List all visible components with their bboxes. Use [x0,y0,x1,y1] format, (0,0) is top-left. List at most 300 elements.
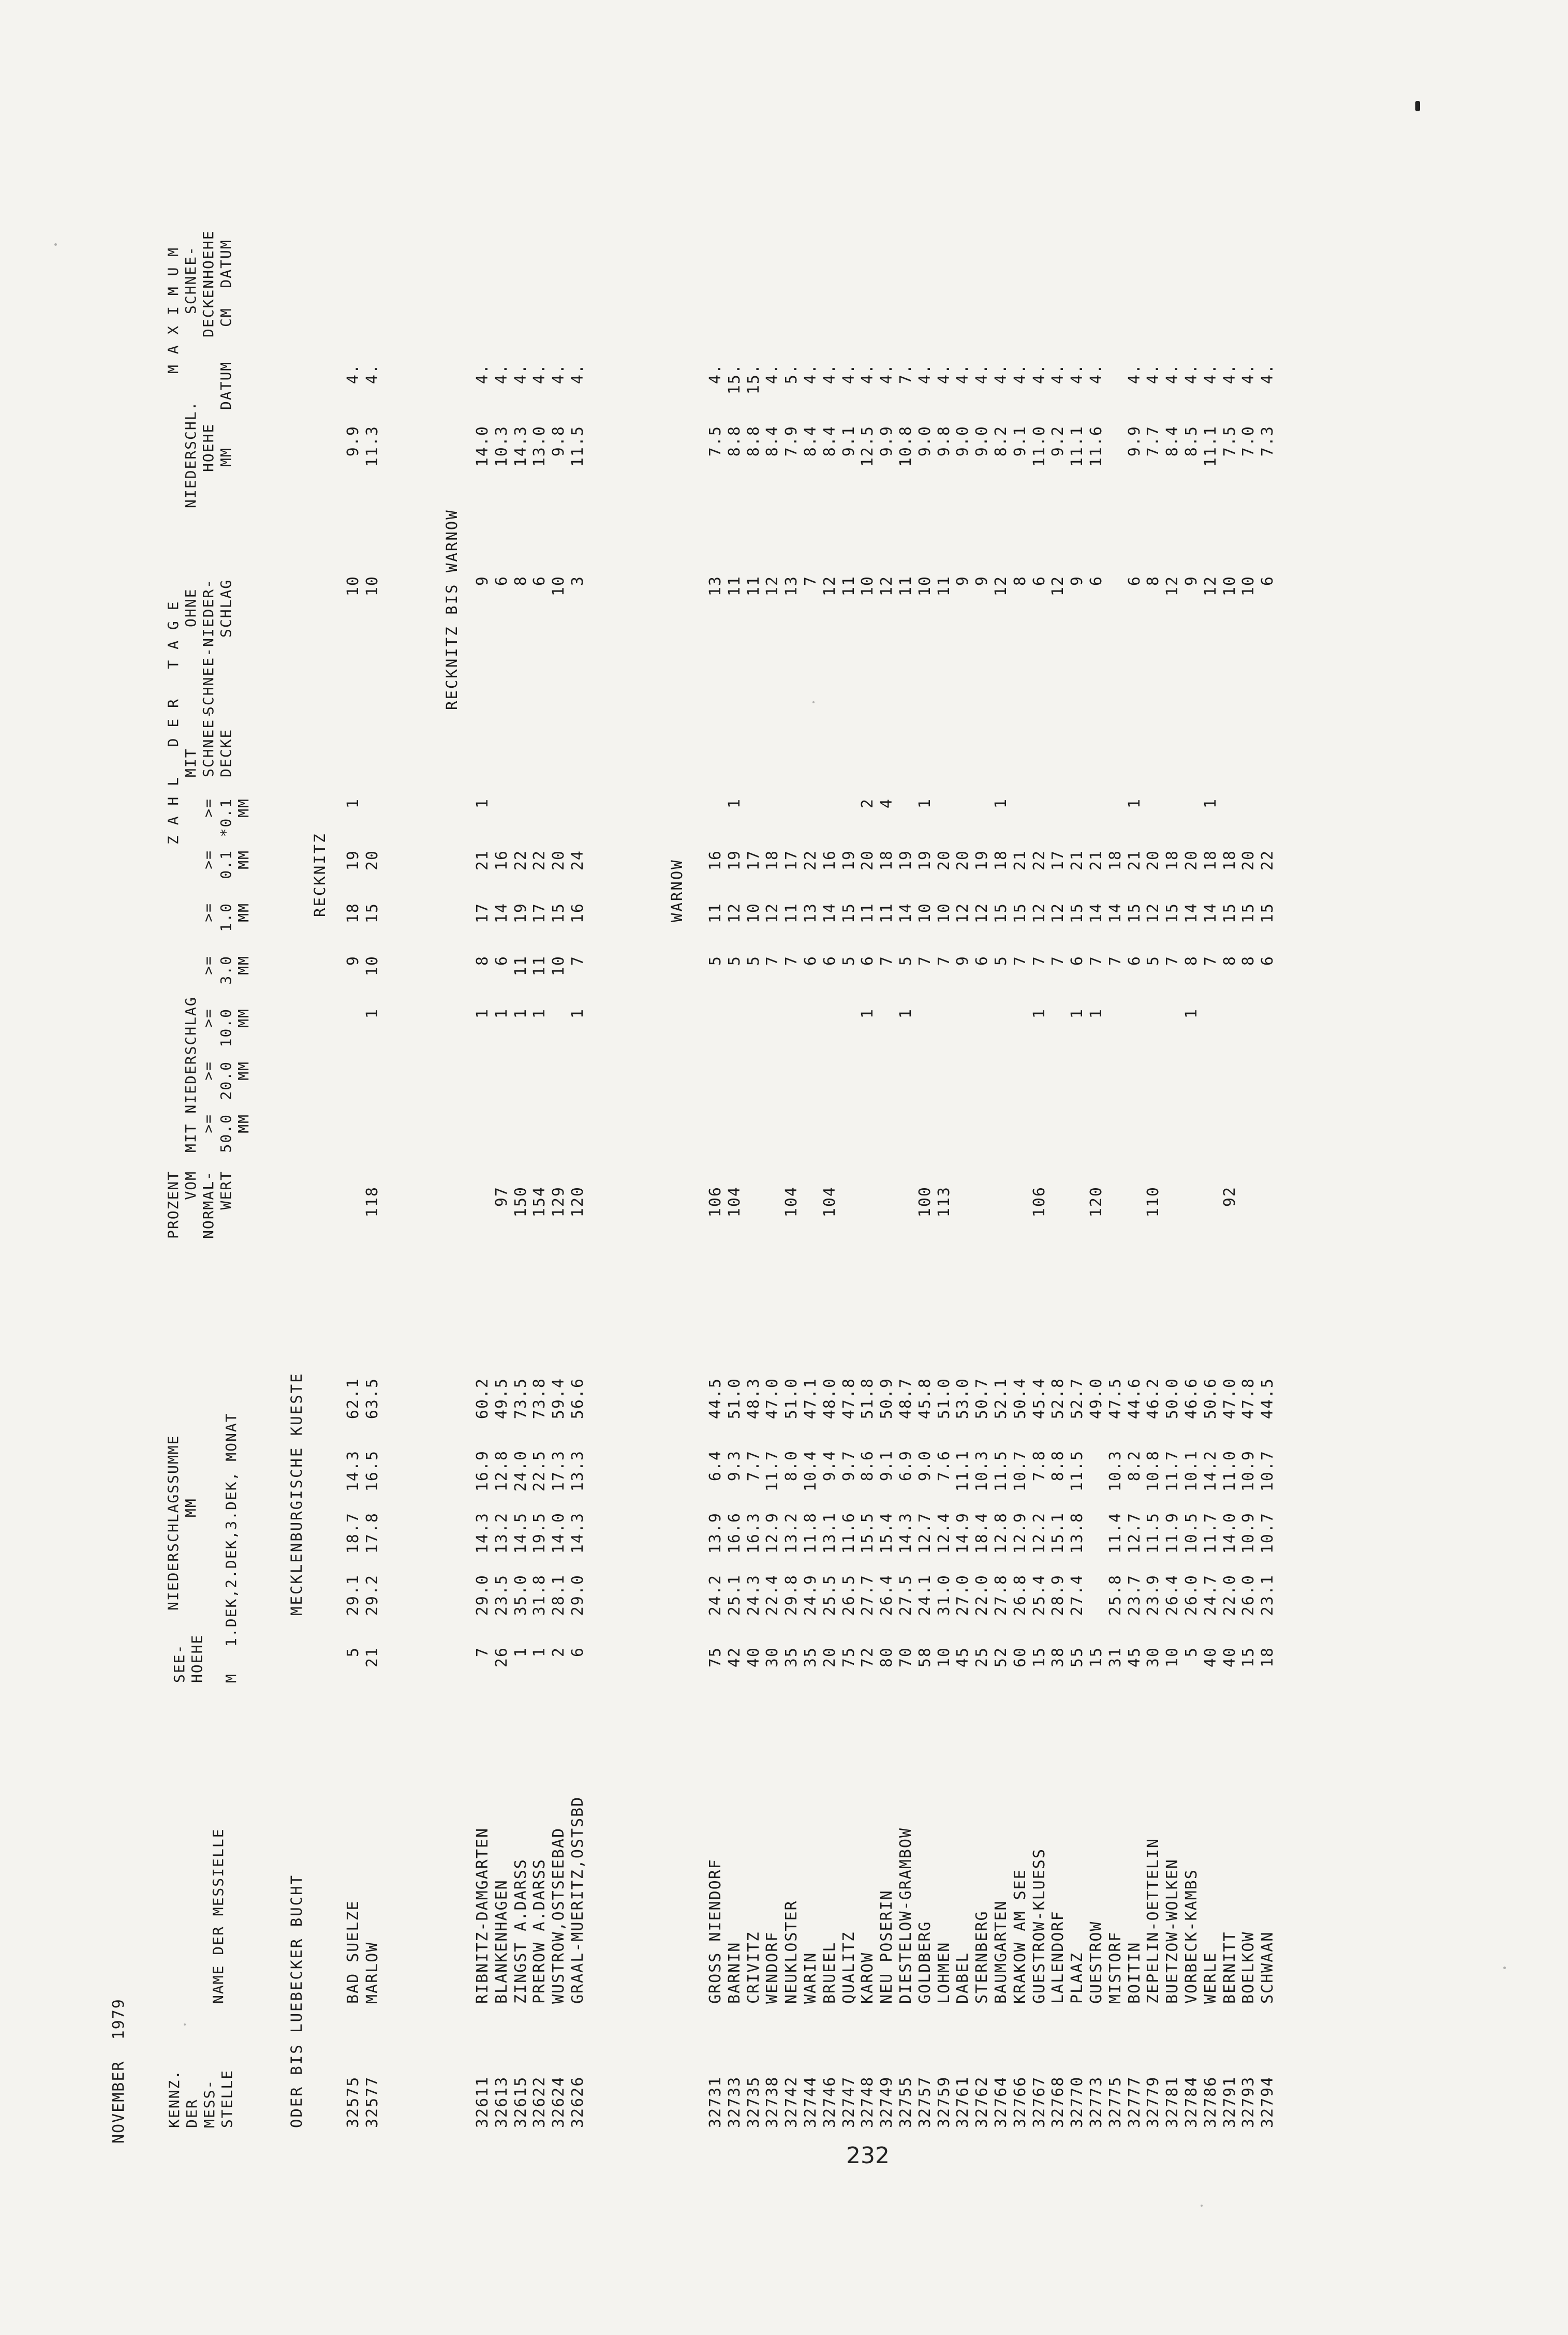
cell-n01: 18 [878,850,896,871]
header-max-nieder-3: MM [217,447,234,467]
cell-n1: 15 [1259,903,1277,924]
cell-ohne: 8 [1144,575,1163,586]
table-row [1068,0,1087,2335]
cell-n1: 14 [492,903,511,924]
cell-pct: 104 [725,1186,744,1218]
cell-d2: 11.4 [1106,1512,1125,1554]
header-seehoehe-2: HOEHE [188,1634,205,1683]
cell-ohne: 9 [1182,575,1201,586]
cell-md: 5. [782,363,801,385]
cell-h: 31 [1106,1647,1125,1668]
cell-id: 32761 [954,2076,972,2128]
cell-n01: 16 [820,850,839,871]
cell-name: BLANKENHAGEN [492,1879,511,2004]
cell-mon: 45.4 [1030,1378,1048,1420]
cell-mx: 14.3 [511,425,530,467]
cell-md: 4. [973,363,992,385]
threshold-rel: >= [200,850,217,869]
table-row [1011,0,1030,2335]
cell-n1: 18 [344,903,362,924]
cell-n10: 1 [530,1008,549,1019]
cell-h: 6 [569,1647,587,1658]
cell-n01: 19 [897,850,915,871]
cell-n1: 11 [782,903,801,924]
cell-d2: 10.5 [1182,1512,1201,1554]
cell-d3: 11.5 [1068,1450,1087,1492]
cell-n3: 8 [1182,955,1201,966]
cell-d3: 10.3 [973,1450,992,1492]
cell-n01: 18 [1220,850,1239,871]
cell-mx: 13.0 [530,425,549,467]
cell-ohne: 11 [725,575,744,597]
cell-mx: 11.1 [1068,425,1087,467]
cell-ohne: 8 [1011,575,1029,586]
cell-id: 32794 [1259,2076,1277,2128]
cell-d2: 13.2 [782,1512,801,1554]
cell-d2: 11.5 [1144,1512,1163,1554]
table-row [512,0,530,2335]
cell-name: WARIN [802,1952,820,2004]
cell-pct: 120 [1087,1186,1105,1218]
cell-pct: 92 [1220,1186,1239,1207]
cell-d2: 16.6 [725,1512,744,1554]
cell-mx: 7.5 [1220,425,1239,457]
cell-n1: 12 [1049,903,1068,924]
cell-pct: 113 [935,1186,953,1218]
cell-md: 4. [1049,363,1068,385]
cell-d1: 26.0 [1182,1574,1201,1616]
page-number: 232 [846,2142,890,2169]
cell-name: MISTORF [1106,1931,1125,2004]
cell-d1: 35.0 [511,1574,530,1616]
cell-d3: 17.3 [550,1450,568,1492]
header-niederschlag-unit: MM [182,1498,199,1517]
table-row [1259,0,1277,2335]
cell-pct: 129 [550,1186,568,1218]
table-row [1030,0,1049,2335]
cell-n1: 11 [706,903,724,924]
cell-n01: 18 [992,850,1010,871]
cell-mon: 44.6 [1125,1378,1144,1420]
cell-d3: 10.3 [1106,1450,1125,1492]
cell-n1: 11 [859,903,877,924]
cell-d2: 14.3 [569,1512,587,1554]
cell-id: 32791 [1220,2076,1239,2128]
cell-d3: 10.4 [802,1450,820,1492]
cell-d1: 28.9 [1049,1574,1068,1616]
cell-pct: 154 [530,1186,549,1218]
cell-md: 4. [492,363,511,385]
cell-h: 45 [954,1647,972,1668]
header-niederschlag-sub: 1.DEK,2.DEK,3.DEK, MONAT [223,1412,240,1647]
cell-n3: 5 [1144,955,1163,966]
cell-d3: 9.0 [915,1450,934,1482]
cell-h: 1 [530,1647,549,1658]
cell-nlt: 1 [1201,798,1220,809]
cell-d3: 9.3 [725,1450,744,1482]
cell-mx: 12.5 [859,425,877,467]
header-id-3: MESS- [201,2079,218,2128]
cell-name: WENDORF [763,1931,782,2004]
cell-nlt: 1 [1125,798,1144,809]
cell-n3: 7 [1087,955,1105,966]
cell-h: 42 [725,1647,744,1668]
cell-n3: 6 [973,955,992,966]
table-row [1202,0,1220,2335]
cell-name: KAROW [859,1952,877,2004]
cell-ohne: 9 [954,575,972,586]
cell-d3: 16.5 [363,1450,381,1492]
header-mit-2: SCHNEE- [200,708,217,777]
threshold-unit: MM [235,1061,252,1081]
cell-d2: 11.7 [1201,1512,1220,1554]
cell-mx: 8.4 [820,425,839,457]
cell-n1: 12 [973,903,992,924]
cell-d2: 12.9 [1011,1512,1029,1554]
cell-h: 70 [897,1647,915,1668]
cell-n1: 12 [954,903,972,924]
table-row [897,0,915,2335]
cell-mon: 50.0 [1163,1378,1182,1420]
cell-md: 4. [802,363,820,385]
threshold-val: *0.1 [217,798,234,837]
cell-d3: 7.7 [744,1450,763,1482]
cell-mon: 59.4 [550,1378,568,1420]
cell-id: 32773 [1087,2076,1105,2128]
cell-n01: 16 [492,850,511,871]
cell-nlt: 2 [859,798,877,809]
cell-id: 32777 [1125,2076,1144,2128]
cell-h: 7 [474,1647,492,1658]
cell-d2: 12.8 [992,1512,1010,1554]
cell-nlt: 1 [344,798,362,809]
cell-md: 15. [744,363,763,395]
cell-d2: 12.9 [763,1512,782,1554]
cell-n3: 8 [474,955,492,966]
cell-h: 1 [511,1647,530,1658]
cell-d3: 14.3 [344,1450,362,1492]
cell-d3: 9.4 [820,1450,839,1482]
cell-h: 15 [1087,1647,1105,1668]
cell-mx: 11.5 [569,425,587,467]
cell-n01: 21 [1068,850,1087,871]
cell-n10: 1 [492,1008,511,1019]
cell-n01: 20 [954,850,972,871]
cell-mx: 8.4 [1163,425,1182,457]
cell-n3: 7 [569,955,587,966]
cell-name: GRAAL-MUERITZ,OSTSBD [569,1796,587,2004]
cell-n1: 13 [802,903,820,924]
cell-n3: 11 [530,955,549,977]
cell-d1: 25.4 [1030,1574,1048,1616]
cell-md: 4. [859,363,877,385]
cell-id: 32766 [1011,2076,1029,2128]
cell-d1: 24.2 [706,1574,724,1616]
cell-n3: 6 [820,955,839,966]
cell-d2: 14.3 [897,1512,915,1554]
cell-id: 32793 [1239,2076,1258,2128]
cell-n1: 14 [1087,903,1105,924]
cell-h: 5 [344,1647,362,1658]
cell-ohne: 6 [1030,575,1048,586]
cell-ohne: 10 [859,575,877,597]
cell-name: BAUMGARTEN [992,1900,1010,2004]
threshold-unit: MM [235,1114,252,1133]
cell-md: 4. [1030,363,1048,385]
cell-d3: 10.8 [1144,1450,1163,1492]
cell-id: 32744 [802,2076,820,2128]
cell-mon: 63.5 [363,1378,381,1420]
cell-d1: 23.9 [1144,1574,1163,1616]
cell-name: BERNITT [1220,1931,1239,2004]
cell-id: 32786 [1201,2076,1220,2128]
cell-n1: 15 [1163,903,1182,924]
cell-id: 32626 [569,2076,587,2128]
cell-n01: 21 [1087,850,1105,871]
cell-n3: 7 [1106,955,1125,966]
cell-n01: 18 [1163,850,1182,871]
header-zahl-der-tage: Z A H L D E R T A G E [165,600,182,845]
cell-ohne: 6 [530,575,549,586]
cell-n01: 20 [859,850,877,871]
cell-nlt: 1 [992,798,1010,809]
cell-h: 75 [839,1647,858,1668]
cell-ohne: 10 [344,575,362,597]
cell-name: ZINGST A.DARSS [511,1858,530,2004]
table-row [859,0,877,2335]
cell-d1: 27.0 [954,1574,972,1616]
cell-n3: 10 [363,955,381,977]
table-row [821,0,839,2335]
cell-d3: 9.7 [839,1450,858,1482]
cell-n01: 16 [706,850,724,871]
cell-d2: 12.7 [915,1512,934,1554]
cell-d1: 25.5 [820,1574,839,1616]
cell-md: 4. [935,363,953,385]
cell-mx: 7.0 [1239,425,1258,457]
threshold-unit: MM [235,903,252,922]
cell-ohne: 12 [820,575,839,597]
threshold-rel: >= [200,1114,217,1133]
cell-md: 4. [363,363,381,385]
cell-d1: 26.5 [839,1574,858,1616]
cell-h: 2 [550,1647,568,1658]
cell-name: CRIVITZ [744,1931,763,2004]
cell-id: 32733 [725,2076,744,2128]
table-row [1163,0,1182,2335]
cell-name: MARLOW [363,1941,381,2004]
threshold-val: 20.0 [217,1061,234,1100]
cell-mon: 52.1 [992,1378,1010,1420]
cell-n1: 16 [569,903,587,924]
cell-ohne: 12 [878,575,896,597]
cell-h: 72 [859,1647,877,1668]
cell-ohne: 11 [839,575,858,597]
cell-name: ZEPELIN-OETTELIN [1144,1838,1163,2004]
header-id-4: STELLE [218,2069,235,2128]
cell-n1: 10 [935,903,953,924]
cell-name: PLAAZ [1068,1952,1087,2004]
cell-n1: 14 [1182,903,1201,924]
cell-md: 4. [820,363,839,385]
cell-d3: 10.1 [1182,1450,1201,1492]
cell-n3: 7 [915,955,934,966]
cell-pct: 118 [363,1186,381,1218]
cell-n01: 19 [725,850,744,871]
cell-id: 32779 [1144,2076,1163,2128]
cell-nlt: 1 [725,798,744,809]
cell-mon: 49.0 [1087,1378,1105,1420]
cell-mon: 73.5 [511,1378,530,1420]
cell-name: RIBNITZ-DAMGARTEN [474,1827,492,2004]
cell-pct: 106 [1030,1186,1048,1218]
cell-mon: 51.0 [782,1378,801,1420]
cell-d3: 7.6 [935,1450,953,1482]
cell-n01: 19 [344,850,362,871]
cell-d1: 22.0 [973,1574,992,1616]
cell-name: VORBECK-KAMBS [1182,1869,1201,2004]
header-max-schnee-2: DECKENHOEHE [200,230,217,337]
cell-d3: 13.3 [569,1450,587,1492]
cell-d2: 13.2 [492,1512,511,1554]
cell-md: 4. [992,363,1010,385]
header-ohne-1: OHNE [182,588,199,627]
cell-ohne: 10 [1220,575,1239,597]
table-row [992,0,1011,2335]
cell-mon: 51.0 [725,1378,744,1420]
table-row [973,0,992,2335]
cell-pct: 110 [1144,1186,1163,1218]
cell-d2: 11.6 [839,1512,858,1554]
cell-h: 35 [782,1647,801,1668]
cell-d1: 28.1 [550,1574,568,1616]
cell-n3: 5 [839,955,858,966]
cell-d2: 15.1 [1049,1512,1068,1554]
cell-d2: 12.4 [935,1512,953,1554]
cell-name: STERNBERG [973,1910,992,2004]
cell-h: 75 [706,1647,724,1668]
cell-md: 4. [1239,363,1258,385]
cell-id: 32762 [973,2076,992,2128]
cell-mon: 56.6 [569,1378,587,1420]
cell-id: 32747 [839,2076,858,2128]
cell-d1: 29.2 [363,1574,381,1616]
cell-d1: 27.8 [992,1574,1010,1616]
cell-mon: 44.5 [1259,1378,1277,1420]
cell-mon: 44.5 [706,1378,724,1420]
cell-n1: 12 [763,903,782,924]
cell-mx: 7.3 [1259,425,1277,457]
cell-mon: 62.1 [344,1378,362,1420]
cell-n1: 10 [915,903,934,924]
cell-n01: 17 [782,850,801,871]
cell-mon: 49.5 [492,1378,511,1420]
cell-name: SCHWAAN [1259,1931,1277,2004]
section-recknitz: RECKNITZ [311,832,329,917]
cell-n3: 5 [992,955,1010,966]
cell-n1: 17 [474,903,492,924]
header-max-schnee-1: SCHNEE- [182,245,199,314]
header-max-datum: DATUM [217,361,234,410]
header-max-nieder-2: HOEHE [200,423,217,472]
cell-mx: 14.0 [474,425,492,467]
cell-h: 40 [744,1647,763,1668]
cell-md: 7. [897,363,915,385]
cell-ohne: 13 [706,575,724,597]
table-row [802,0,820,2335]
cell-name: DABEL [954,1952,972,2004]
threshold-val: 10.0 [217,1008,234,1047]
cell-id: 32735 [744,2076,763,2128]
cell-n1: 14 [820,903,839,924]
header-mit-1: MIT [182,748,199,777]
cell-d1: 31.8 [530,1574,549,1616]
cell-n1: 10 [744,903,763,924]
cell-d2: 17.8 [363,1512,381,1554]
cell-d1: 23.7 [1125,1574,1144,1616]
cell-d1: 25.1 [725,1574,744,1616]
cell-mx: 9.9 [344,425,362,457]
cell-d1: 22.0 [1220,1574,1239,1616]
cell-d1: 24.3 [744,1574,763,1616]
section-recknitz-warnow: RECKNITZ BIS WARNOW [443,509,461,710]
section-oder: ODER BIS LUEBECKER BUCHT [288,1873,305,2128]
cell-n3: 7 [763,955,782,966]
cell-n1: 11 [878,903,896,924]
table-row [493,0,511,2335]
cell-n3: 6 [492,955,511,966]
cell-d2: 13.8 [1068,1512,1087,1554]
cell-n3: 9 [344,955,362,966]
cell-n3: 7 [878,955,896,966]
cell-mon: 60.2 [474,1378,492,1420]
cell-n10: 1 [1068,1008,1087,1019]
cell-d1: 27.4 [1068,1574,1087,1616]
cell-n01: 19 [915,850,934,871]
header-mit-3: DECKE [217,728,234,777]
cell-md: 4. [1182,363,1201,385]
cell-d3: 22.5 [530,1450,549,1492]
cell-d2: 18.7 [344,1512,362,1554]
cell-id: 32613 [492,2076,511,2128]
cell-pct: 120 [569,1186,587,1218]
cell-h: 60 [1011,1647,1029,1668]
cell-n3: 6 [802,955,820,966]
header-max-nieder-1: NIEDERSCHL. [182,401,199,508]
cell-md: 4. [878,363,896,385]
cell-n1: 15 [363,903,381,924]
cell-name: WERLE [1201,1952,1220,2004]
cell-mx: 9.0 [915,425,934,457]
cell-n3: 5 [744,955,763,966]
cell-id: 32577 [363,2076,381,2128]
cell-h: 30 [1144,1647,1163,1668]
header-prozent-3: NORMAL- [200,1171,217,1239]
threshold-rel: >= [200,1008,217,1028]
cell-n01: 20 [550,850,568,871]
cell-d1: 26.4 [1163,1574,1182,1616]
cell-n1: 15 [550,903,568,924]
cell-n3: 7 [1030,955,1048,966]
cell-ohne: 13 [782,575,801,597]
cell-h: 40 [1201,1647,1220,1668]
month-year-title: NOVEMBER 1979 [110,1998,128,2144]
cell-n1: 12 [1030,903,1048,924]
cell-name: BRUEEL [820,1941,839,2004]
cell-id: 32767 [1030,2076,1048,2128]
cell-ohne: 6 [1087,575,1105,586]
cell-mon: 48.3 [744,1378,763,1420]
